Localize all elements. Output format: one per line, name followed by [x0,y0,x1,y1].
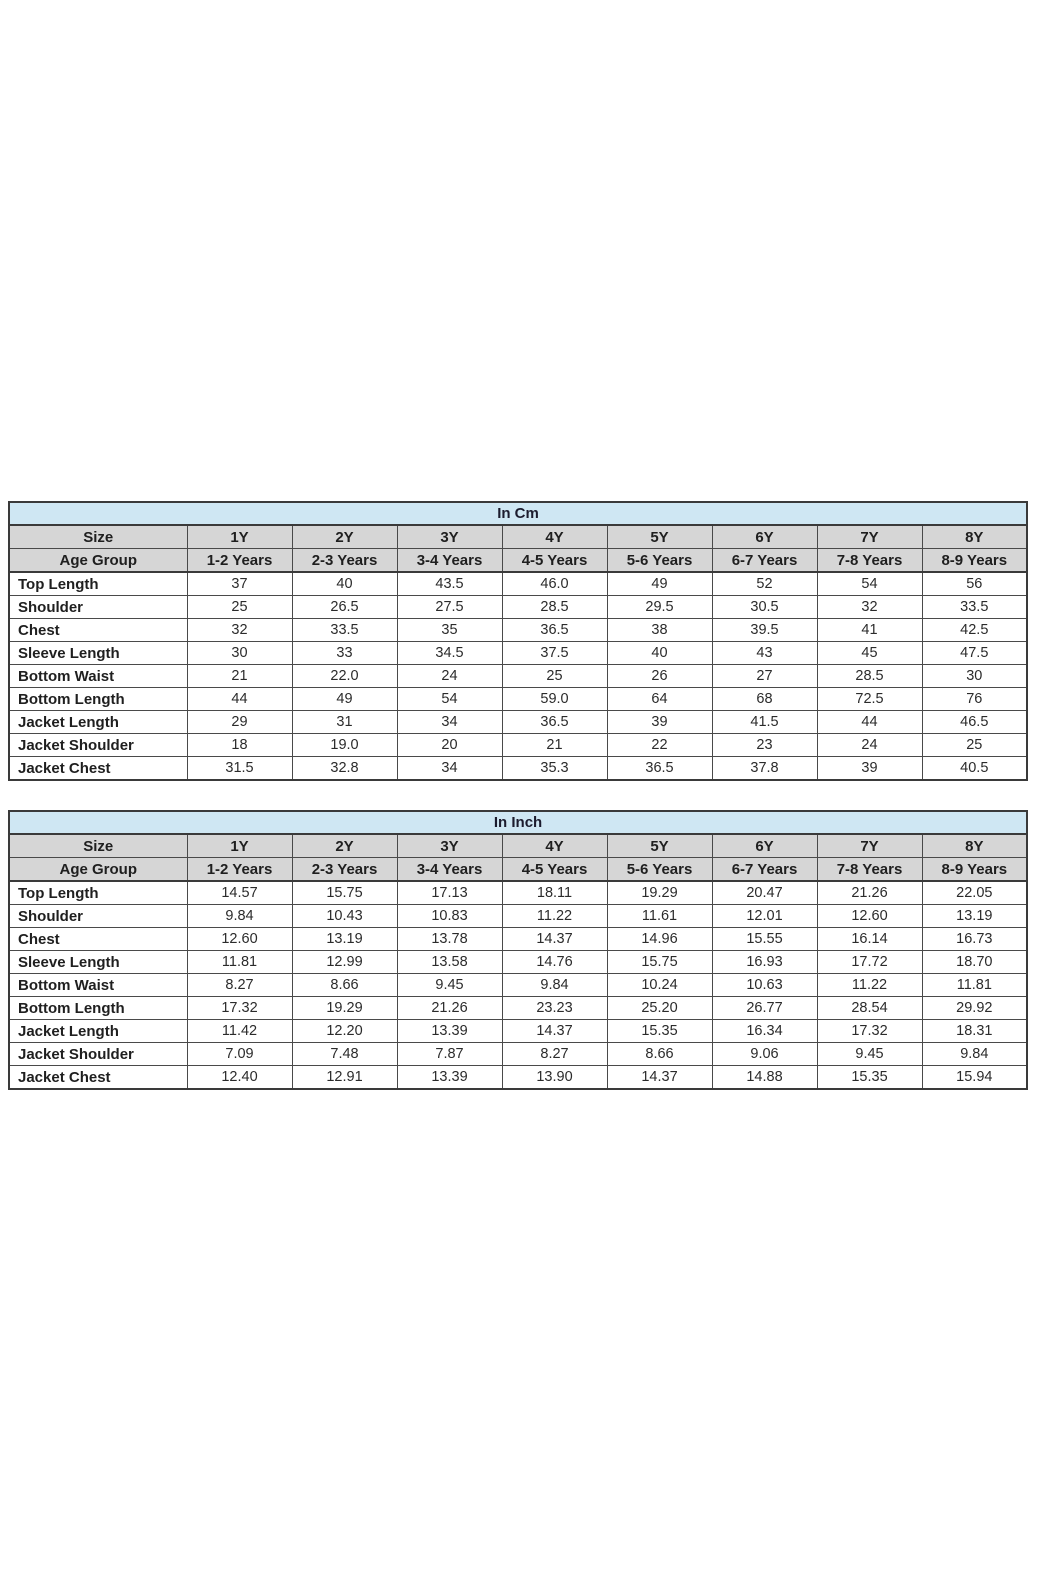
measurement-value-cell: 25 [187,596,292,619]
measurement-value-cell: 16.73 [922,928,1027,951]
measurement-value-cell: 8.27 [502,1043,607,1066]
measurement-value-cell: 18.31 [922,1020,1027,1043]
measurement-value-cell: 56 [922,572,1027,596]
measurement-value-cell: 15.35 [607,1020,712,1043]
age-group-header-row [9,858,1027,882]
measurement-value-cell: 14.57 [187,881,292,905]
measurement-value-cell: 33 [292,642,397,665]
measurement-value-cell: 40.5 [922,757,1027,781]
measurement-value-cell: 72.5 [817,688,922,711]
size-column-header: 8Y [922,525,1027,549]
measurement-value-cell: 49 [292,688,397,711]
measurement-value-cell: 25 [922,734,1027,757]
measurement-value-cell: 37.8 [712,757,817,781]
measurement-value-cell: 46.5 [922,711,1027,734]
measurement-value-cell: 30 [922,665,1027,688]
size-chart-table-inch [8,810,1028,1090]
measurement-value-cell: 35 [397,619,502,642]
size-header-row [9,834,1027,858]
measurement-value-cell: 15.75 [292,881,397,905]
size-column-header: 2Y [292,525,397,549]
table-title: In Inch [9,811,1027,834]
measurement-value-cell: 14.96 [607,928,712,951]
measurement-row-label: Shoulder [9,905,187,928]
measurement-value-cell: 31.5 [187,757,292,781]
measurement-row-label: Jacket Shoulder [9,1043,187,1066]
size-header-row [9,525,1027,549]
measurement-value-cell: 41.5 [712,711,817,734]
measurement-value-cell: 13.39 [397,1020,502,1043]
measurement-row-label: Jacket Shoulder [9,734,187,757]
measurement-row-label: Top Length [9,572,187,596]
age-group-header-label: Age Group [9,549,187,573]
measurement-row [9,928,1027,951]
measurement-row-label: Chest [9,928,187,951]
measurement-row [9,711,1027,734]
measurement-value-cell: 33.5 [922,596,1027,619]
measurement-row-label: Chest [9,619,187,642]
measurement-value-cell: 9.45 [397,974,502,997]
measurement-value-cell: 7.48 [292,1043,397,1066]
measurement-value-cell: 76 [922,688,1027,711]
measurement-value-cell: 16.93 [712,951,817,974]
measurement-value-cell: 10.43 [292,905,397,928]
measurement-value-cell: 34.5 [397,642,502,665]
measurement-value-cell: 18.11 [502,881,607,905]
age-group-header: 1-2 Years [187,549,292,573]
measurement-row [9,688,1027,711]
measurement-value-cell: 24 [397,665,502,688]
measurement-row [9,951,1027,974]
measurement-row [9,642,1027,665]
measurement-value-cell: 14.37 [502,928,607,951]
measurement-value-cell: 34 [397,711,502,734]
measurement-value-cell: 18.70 [922,951,1027,974]
measurement-row [9,905,1027,928]
size-column-header: 4Y [502,834,607,858]
measurement-value-cell: 37.5 [502,642,607,665]
measurement-row [9,572,1027,596]
measurement-value-cell: 32 [187,619,292,642]
measurement-value-cell: 19.29 [292,997,397,1020]
measurement-row [9,997,1027,1020]
measurement-value-cell: 39.5 [712,619,817,642]
measurement-value-cell: 12.20 [292,1020,397,1043]
measurement-value-cell: 13.19 [922,905,1027,928]
measurement-value-cell: 33.5 [292,619,397,642]
measurement-value-cell: 12.60 [817,905,922,928]
measurement-value-cell: 8.66 [292,974,397,997]
measurement-row-label: Jacket Length [9,1020,187,1043]
size-column-header: 5Y [607,834,712,858]
measurement-value-cell: 38 [607,619,712,642]
measurement-row-label: Sleeve Length [9,642,187,665]
measurement-value-cell: 11.22 [817,974,922,997]
measurement-value-cell: 12.91 [292,1066,397,1090]
measurement-value-cell: 15.75 [607,951,712,974]
measurement-value-cell: 64 [607,688,712,711]
measurement-value-cell: 36.5 [502,711,607,734]
measurement-value-cell: 26.77 [712,997,817,1020]
measurement-value-cell: 16.14 [817,928,922,951]
measurement-row-label: Top Length [9,881,187,905]
measurement-row-label: Bottom Waist [9,974,187,997]
measurement-row-label: Bottom Length [9,688,187,711]
measurement-value-cell: 15.35 [817,1066,922,1090]
measurement-value-cell: 28.5 [502,596,607,619]
measurement-row-label: Bottom Waist [9,665,187,688]
age-group-header: 3-4 Years [397,549,502,573]
measurement-value-cell: 11.81 [922,974,1027,997]
measurement-value-cell: 29 [187,711,292,734]
measurement-value-cell: 12.40 [187,1066,292,1090]
measurement-value-cell: 28.5 [817,665,922,688]
measurement-value-cell: 46.0 [502,572,607,596]
measurement-value-cell: 14.37 [502,1020,607,1043]
measurement-value-cell: 44 [187,688,292,711]
table-title-row [9,811,1027,834]
measurement-value-cell: 13.58 [397,951,502,974]
measurement-value-cell: 17.72 [817,951,922,974]
measurement-row-label: Sleeve Length [9,951,187,974]
measurement-value-cell: 13.78 [397,928,502,951]
measurement-value-cell: 35.3 [502,757,607,781]
measurement-value-cell: 43 [712,642,817,665]
measurement-value-cell: 12.99 [292,951,397,974]
measurement-value-cell: 14.76 [502,951,607,974]
measurement-value-cell: 27 [712,665,817,688]
measurement-value-cell: 44 [817,711,922,734]
measurement-row [9,757,1027,781]
measurement-value-cell: 9.06 [712,1043,817,1066]
age-group-header: 7-8 Years [817,549,922,573]
measurement-value-cell: 26.5 [292,596,397,619]
measurement-value-cell: 7.87 [397,1043,502,1066]
size-column-header: 7Y [817,834,922,858]
age-group-header: 4-5 Years [502,549,607,573]
size-column-header: 6Y [712,525,817,549]
measurement-value-cell: 13.19 [292,928,397,951]
measurement-value-cell: 36.5 [502,619,607,642]
measurement-value-cell: 29.92 [922,997,1027,1020]
measurement-value-cell: 23.23 [502,997,607,1020]
measurement-value-cell: 14.88 [712,1066,817,1090]
measurement-value-cell: 52 [712,572,817,596]
measurement-value-cell: 30.5 [712,596,817,619]
measurement-value-cell: 21.26 [817,881,922,905]
measurement-value-cell: 26 [607,665,712,688]
measurement-value-cell: 25 [502,665,607,688]
measurement-value-cell: 59.0 [502,688,607,711]
measurement-row [9,1020,1027,1043]
measurement-value-cell: 17.32 [817,1020,922,1043]
age-group-header: 5-6 Years [607,549,712,573]
age-group-header: 4-5 Years [502,858,607,882]
measurement-value-cell: 14.37 [607,1066,712,1090]
measurement-row [9,665,1027,688]
measurement-value-cell: 11.61 [607,905,712,928]
measurement-value-cell: 11.42 [187,1020,292,1043]
measurement-row-label: Jacket Length [9,711,187,734]
measurement-value-cell: 22 [607,734,712,757]
measurement-value-cell: 19.29 [607,881,712,905]
size-column-header: 3Y [397,525,502,549]
measurement-value-cell: 49 [607,572,712,596]
measurement-value-cell: 8.27 [187,974,292,997]
measurement-row-label: Jacket Chest [9,757,187,781]
size-column-header: 1Y [187,834,292,858]
measurement-value-cell: 24 [817,734,922,757]
age-group-header: 8-9 Years [922,858,1027,882]
measurement-value-cell: 9.45 [817,1043,922,1066]
measurement-row [9,596,1027,619]
measurement-value-cell: 17.32 [187,997,292,1020]
measurement-value-cell: 8.66 [607,1043,712,1066]
size-column-header: 1Y [187,525,292,549]
measurement-value-cell: 47.5 [922,642,1027,665]
age-group-header: 2-3 Years [292,858,397,882]
measurement-value-cell: 12.60 [187,928,292,951]
measurement-value-cell: 11.81 [187,951,292,974]
measurement-value-cell: 17.13 [397,881,502,905]
measurement-value-cell: 37 [187,572,292,596]
measurement-value-cell: 30 [187,642,292,665]
measurement-value-cell: 20.47 [712,881,817,905]
size-column-header: 7Y [817,525,922,549]
measurement-value-cell: 7.09 [187,1043,292,1066]
measurement-value-cell: 42.5 [922,619,1027,642]
measurement-row-label: Jacket Chest [9,1066,187,1090]
measurement-value-cell: 40 [292,572,397,596]
measurement-value-cell: 43.5 [397,572,502,596]
age-group-header: 2-3 Years [292,549,397,573]
measurement-value-cell: 10.83 [397,905,502,928]
measurement-value-cell: 13.90 [502,1066,607,1090]
measurement-value-cell: 11.22 [502,905,607,928]
measurement-value-cell: 9.84 [502,974,607,997]
measurement-value-cell: 39 [817,757,922,781]
measurement-value-cell: 31 [292,711,397,734]
measurement-row [9,619,1027,642]
measurement-value-cell: 27.5 [397,596,502,619]
measurement-value-cell: 21 [187,665,292,688]
measurement-row [9,881,1027,905]
size-column-header: 3Y [397,834,502,858]
age-group-header-label: Age Group [9,858,187,882]
measurement-value-cell: 15.94 [922,1066,1027,1090]
measurement-row [9,734,1027,757]
size-header-label: Size [9,525,187,549]
age-group-header-row [9,549,1027,573]
age-group-header: 6-7 Years [712,549,817,573]
age-group-header: 5-6 Years [607,858,712,882]
measurement-value-cell: 45 [817,642,922,665]
measurement-row [9,1043,1027,1066]
measurement-value-cell: 21 [502,734,607,757]
measurement-row-label: Shoulder [9,596,187,619]
measurement-value-cell: 22.05 [922,881,1027,905]
size-column-header: 2Y [292,834,397,858]
measurement-value-cell: 10.63 [712,974,817,997]
measurement-value-cell: 23 [712,734,817,757]
measurement-value-cell: 32.8 [292,757,397,781]
measurement-row-label: Bottom Length [9,997,187,1020]
measurement-value-cell: 9.84 [922,1043,1027,1066]
age-group-header: 1-2 Years [187,858,292,882]
measurement-value-cell: 25.20 [607,997,712,1020]
size-column-header: 6Y [712,834,817,858]
age-group-header: 6-7 Years [712,858,817,882]
measurement-value-cell: 12.01 [712,905,817,928]
measurement-value-cell: 54 [817,572,922,596]
measurement-value-cell: 15.55 [712,928,817,951]
age-group-header: 8-9 Years [922,549,1027,573]
measurement-value-cell: 40 [607,642,712,665]
table-title: In Cm [9,502,1027,525]
age-group-header: 7-8 Years [817,858,922,882]
measurement-value-cell: 32 [817,596,922,619]
age-group-header: 3-4 Years [397,858,502,882]
measurement-value-cell: 19.0 [292,734,397,757]
table-title-row [9,502,1027,525]
measurement-value-cell: 9.84 [187,905,292,928]
size-chart-table-cm [8,501,1028,781]
measurement-row [9,1066,1027,1090]
size-column-header: 4Y [502,525,607,549]
measurement-value-cell: 13.39 [397,1066,502,1090]
measurement-value-cell: 39 [607,711,712,734]
measurement-value-cell: 28.54 [817,997,922,1020]
measurement-value-cell: 20 [397,734,502,757]
measurement-value-cell: 34 [397,757,502,781]
measurement-value-cell: 54 [397,688,502,711]
measurement-value-cell: 36.5 [607,757,712,781]
measurement-value-cell: 18 [187,734,292,757]
measurement-value-cell: 29.5 [607,596,712,619]
measurement-value-cell: 16.34 [712,1020,817,1043]
size-column-header: 8Y [922,834,1027,858]
measurement-value-cell: 21.26 [397,997,502,1020]
measurement-row [9,974,1027,997]
measurement-value-cell: 68 [712,688,817,711]
size-column-header: 5Y [607,525,712,549]
measurement-value-cell: 22.0 [292,665,397,688]
measurement-value-cell: 10.24 [607,974,712,997]
size-header-label: Size [9,834,187,858]
measurement-value-cell: 41 [817,619,922,642]
